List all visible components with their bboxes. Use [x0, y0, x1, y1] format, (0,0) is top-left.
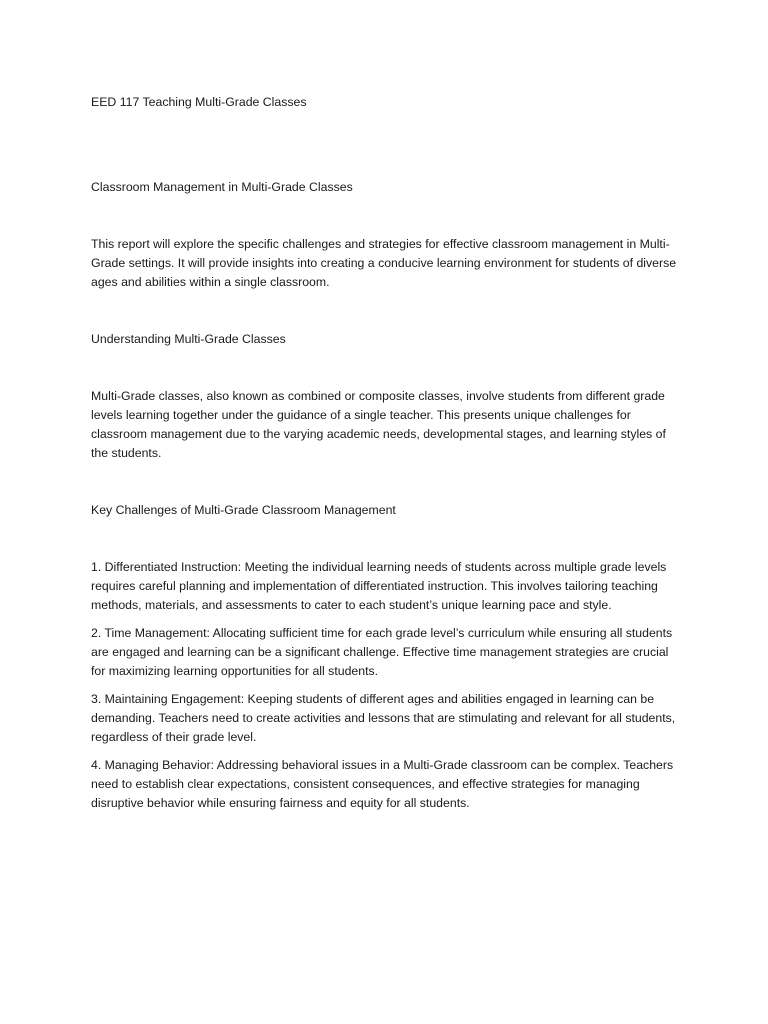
challenge-item-time-management: 2. Time Management: Allocating sufficient time for each grade level’s curriculum while ensuring all students are engaged and learning can be a significant challenge. Effective time management strategies are crucial for maximizing learning opportunities for all students. — [91, 626, 673, 678]
document-body — [91, 93, 681, 813]
report-title: Classroom Management in Multi-Grade Classes — [91, 180, 353, 194]
challenge-item-differentiated-instruction: 1. Differentiated Instruction: Meeting the individual learning needs of students across multiple grade levels requires careful planning and implementation of differentiated instruction. This involves tailoring teaching methods, materials, and assessments to cater to each student’s unique learning pace and style. — [91, 560, 667, 612]
section-heading-challenges: Key Challenges of Multi-Grade Classroom Management — [91, 503, 396, 517]
challenge-item-managing-behavior: 4. Managing Behavior: Addressing behavioral issues in a Multi-Grade classroom can be complex. Teachers need to establish clear expectations, consistent consequences, and effective strategies for managing disruptive behavior while ensuring fairness and equity for all students. — [91, 758, 674, 810]
section-paragraph-understanding: Multi-Grade classes, also known as combined or composite classes, involve students from different grade levels learning together under the guidance of a single teacher. This presents unique challenges for classroom management due to the varying academic needs, developmental stages, and learning styles of the students. — [91, 389, 666, 460]
course-title: EED 117 Teaching Multi-Grade Classes — [91, 95, 307, 109]
section-heading-understanding: Understanding Multi-Grade Classes — [91, 332, 286, 346]
intro-paragraph: This report will explore the specific challenges and strategies for effective classroom management in Multi-Grade settings. It will provide insights into creating a conducive learning environment for students of diverse ages and abilities within a single classroom. — [91, 237, 677, 289]
challenge-item-maintaining-engagement: 3. Maintaining Engagement: Keeping students of different ages and abilities engaged in learning can be demanding. Teachers need to create activities and lessons that are stimulating and relevant for all students, regardless of their grade level. — [91, 692, 676, 744]
